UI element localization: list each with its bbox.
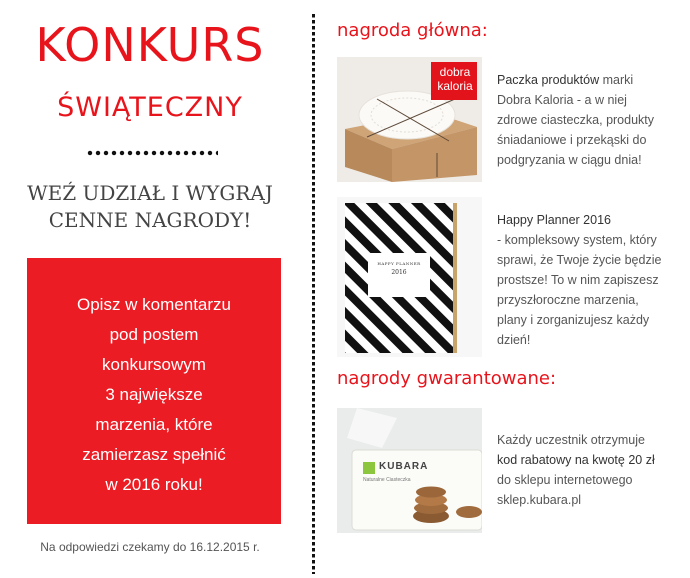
planner-image xyxy=(337,197,482,357)
task-line: zamierzasz spełnić xyxy=(82,445,226,464)
prize1-line: śniadaniowe i przekąski do xyxy=(497,133,647,147)
planner-year: 2016 xyxy=(391,269,407,276)
task-line: pod postem xyxy=(109,325,199,344)
contest-subtitle-christmas: ŚWIĄTECZNY xyxy=(57,92,243,123)
task-line: marzenia, które xyxy=(95,415,213,434)
brand-logo-line2: kaloria xyxy=(437,79,473,93)
call-to-action-line1: WEŹ UDZIAŁ I WYGRAJ xyxy=(27,181,273,205)
prize2-name: Happy Planner 2016 xyxy=(497,213,611,227)
call-to-action xyxy=(0,180,300,234)
prize1-line: zdrowe ciasteczka, produkty xyxy=(497,113,655,127)
dotted-separator xyxy=(86,150,218,156)
prize2-line: przyszłoroczne marzenia, xyxy=(497,293,639,307)
task-line: 3 największe xyxy=(105,385,203,404)
prize2-line: dzień! xyxy=(497,333,531,347)
prize3-line: do sklepu internetowego xyxy=(497,473,633,487)
prize1-line: Dobra Kaloria - a w niej xyxy=(497,93,627,107)
contest-title: KONKURS xyxy=(35,18,265,72)
vertical-dotted-divider xyxy=(312,14,315,574)
prize1-line: podgryzania w ciągu dnia! xyxy=(497,153,642,167)
prize1-name: Paczka produktów xyxy=(497,73,600,87)
prize3-line: Każdy uczestnik otrzymuje xyxy=(497,433,645,447)
discount-code-text: kod rabatowy na kwotę 20 zł xyxy=(497,453,655,467)
gift-box-image xyxy=(337,57,482,182)
prize2-line: - kompleksowy system, który xyxy=(497,233,657,247)
prize2-description xyxy=(497,210,661,350)
task-line: w 2016 roku! xyxy=(105,475,203,494)
prize1-name-rest: marki xyxy=(599,73,634,87)
voucher-brand-sub: Naturalne Ciasteczka xyxy=(363,477,411,483)
prize2-line: prostsze! To w nim zapiszesz xyxy=(497,273,659,287)
brand-logo-line1: dobra xyxy=(439,65,471,79)
guaranteed-prizes-heading: nagrody gwarantowane: xyxy=(337,368,557,389)
call-to-action-line2: CENNE NAGRODY! xyxy=(48,208,252,232)
main-prize-heading: nagroda główna: xyxy=(337,20,488,41)
prize2-line: plany i zorganizujesz każdy xyxy=(497,313,650,327)
shop-link: sklep.kubara.pl xyxy=(497,493,582,507)
task-line: konkursowym xyxy=(102,355,206,374)
task-line: Opisz w komentarzu xyxy=(77,295,231,314)
planner-label: HAPPY PLANNER xyxy=(377,261,421,266)
prize3-description xyxy=(497,430,655,510)
prize1-description xyxy=(497,70,654,170)
task-text xyxy=(27,290,281,500)
deadline-note: Na odpowiedzi czekamy do 16.12.2015 r. xyxy=(40,540,260,554)
voucher-brand: KUBARA xyxy=(379,461,429,472)
voucher-card-image xyxy=(337,408,482,533)
prize2-line: sprawi, że Twoje życie będzie xyxy=(497,253,662,267)
